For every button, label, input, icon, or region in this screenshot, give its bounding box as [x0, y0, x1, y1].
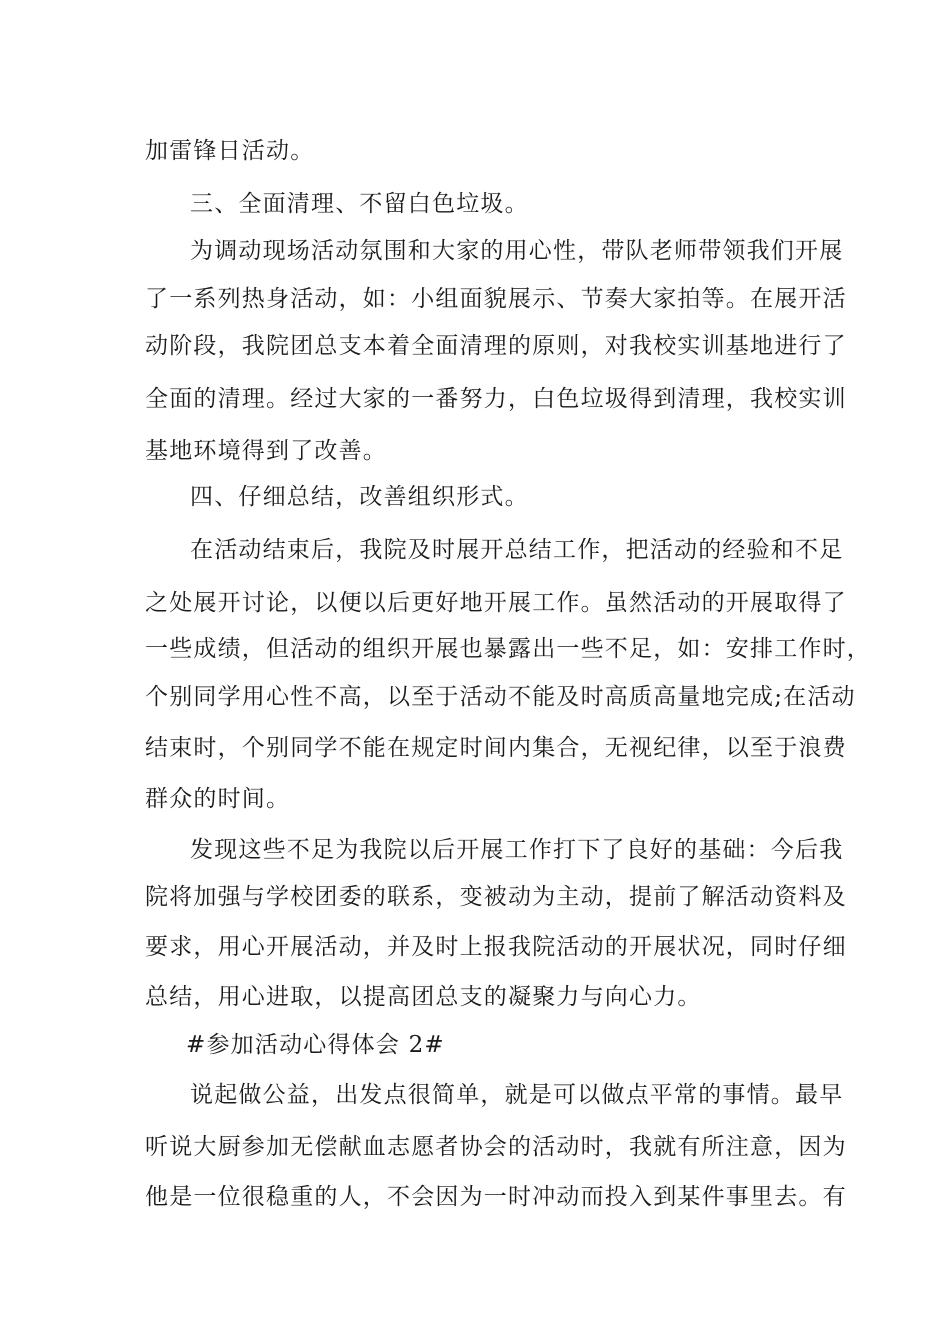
- text-line: 为调动现场活动氛围和大家的用心性，带队老师带领我们开展: [190, 238, 844, 264]
- section-heading-4: 四、仔细总结，改善组织形式。: [190, 484, 529, 510]
- text-line: 结束时，个别同学不能在规定时间内集合，无视纪律，以至于浪费: [145, 735, 847, 761]
- text-line: 要求，用心开展活动，并及时上报我院活动的开展状况，同时仔细: [145, 934, 847, 960]
- text-line: 总结，用心进取，以提高团总支的凝聚力与向心力。: [145, 984, 702, 1010]
- text-line: 说起做公益，出发点很简单，就是可以做点平常的事情。最早: [190, 1082, 844, 1108]
- text-line: 他是一位很稳重的人，不会因为一时冲动而投入到某件事里去。有: [145, 1184, 847, 1210]
- text-line: 全面的清理。经过大家的一番努力，白色垃圾得到清理，我校实训: [145, 386, 847, 412]
- text-line: 在活动结束后，我院及时展开总结工作，把活动的经验和不足: [190, 537, 844, 563]
- text-line: 一些成绩，但活动的组织开展也暴露出一些不足，如：安排工作时，: [145, 636, 871, 662]
- text-line: 听说大厨参加无偿献血志愿者协会的活动时，我就有所注意，因为: [145, 1134, 847, 1160]
- text-line: 加雷锋日活动。: [145, 138, 315, 164]
- text-line: 群众的时间。: [145, 786, 291, 812]
- text-line: 发现这些不足为我院以后开展工作打下了良好的基础：今后我: [190, 837, 844, 863]
- text-line: 动阶段，我院团总支本着全面清理的原则，对我校实训基地进行了: [145, 333, 847, 359]
- text-line: 之处展开讨论，以便以后更好地开展工作。虽然活动的开展取得了: [145, 590, 847, 616]
- text-line: 个别同学用心性不高，以至于活动不能及时高质高量地完成;在活动: [145, 684, 856, 710]
- section-heading-3: 三、全面清理、不留白色垃圾。: [190, 191, 529, 217]
- text-line: 基地环境得到了改善。: [145, 438, 387, 464]
- text-line: 院将加强与学校团委的联系，变被动为主动，提前了解活动资料及: [145, 884, 847, 910]
- article-heading-2: #参加活动心得体会 2#: [186, 1032, 445, 1058]
- text-line: 了一系列热身活动，如：小组面貌展示、节奏大家拍等。在展开活: [145, 286, 847, 312]
